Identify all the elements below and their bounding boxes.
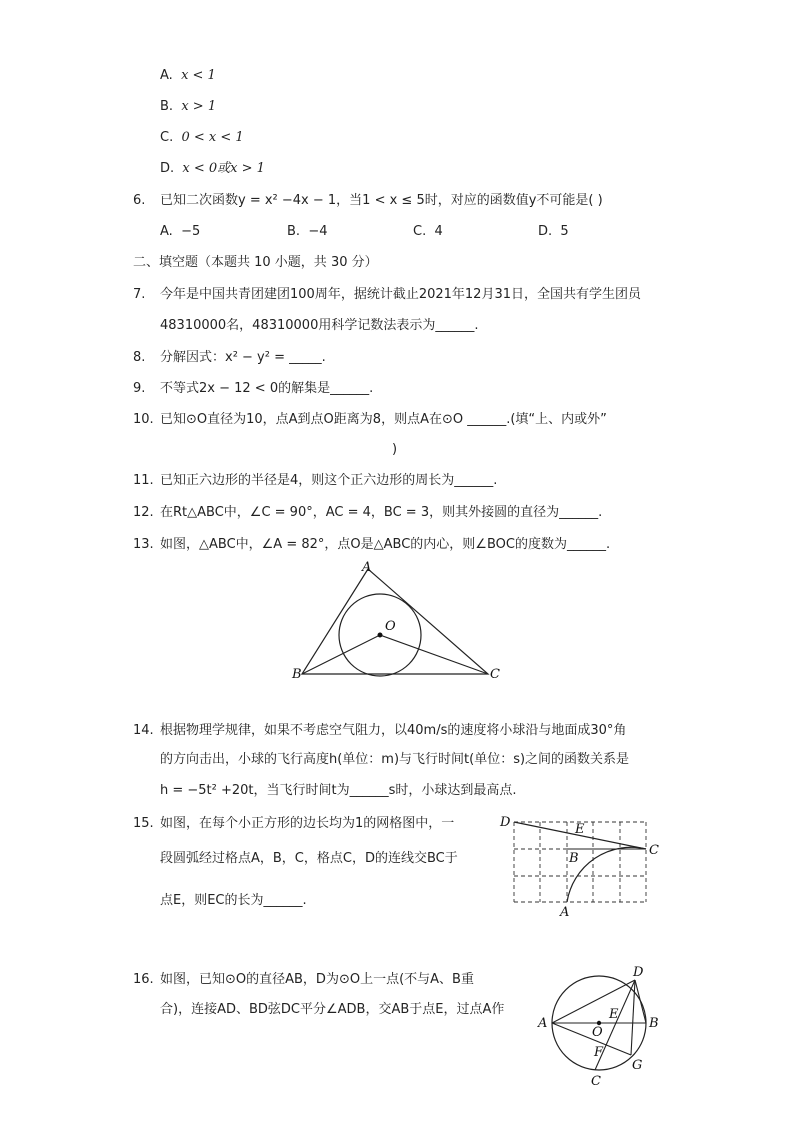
q15-number: 15.	[133, 816, 154, 831]
q6-option-c: C. 4	[413, 224, 443, 239]
q10-line2: )	[392, 442, 398, 457]
q13-number: 13.	[133, 537, 154, 552]
q8-number: 8.	[133, 350, 146, 365]
q5-option-a: A. x < 1	[160, 68, 216, 83]
label-e: E	[575, 822, 585, 837]
q14-line2: 的方向击出，小球的飞行高度h(单位：m)与飞行时间t(单位：s)之间的函数关系是	[160, 752, 630, 767]
q6-option-d: D. 5	[538, 224, 569, 239]
q6-text: 已知二次函数y = x² −4x − 1，当1 < x ≤ 5时，对应的函数值y不可能是( )	[160, 193, 603, 208]
q6-option-b: B. −4	[287, 224, 328, 239]
q10-line1: 已知⊙O直径为10，点A到点O距离为8，则点A在⊙O ______.(填“上、内或外”	[160, 412, 607, 427]
label-o: O	[592, 1025, 603, 1040]
figure-16-circle	[535, 965, 670, 1090]
q9-text: 不等式2x − 12 < 0的解集是______.	[160, 381, 374, 396]
q6-number: 6.	[133, 193, 146, 208]
label-d: D	[633, 965, 644, 980]
q5-option-b: B. x > 1	[160, 99, 217, 114]
label-a: A	[538, 1016, 548, 1031]
q9-number: 9.	[133, 381, 146, 396]
q5-option-d: D. x < 0或x > 1	[160, 161, 265, 176]
q11-number: 11.	[133, 473, 154, 488]
label-b: B	[649, 1016, 659, 1031]
q10-number: 10.	[133, 412, 154, 427]
section-title: 二、填空题（本题共 10 小题，共 30 分）	[133, 255, 378, 270]
label-c: C	[591, 1074, 601, 1089]
q16-line2: 合)，连接AD、BD弦DC平分∠ADB，交AB于点E，过点A作	[160, 1002, 505, 1017]
label-c: C	[490, 667, 500, 682]
figure-15-grid	[498, 812, 658, 922]
figure-13-incircle	[290, 560, 510, 685]
label-b: B	[569, 851, 579, 866]
q7-line2: 48310000名，48310000用科学记数法表示为______.	[160, 318, 479, 333]
segment-co	[380, 635, 488, 674]
segment-ad	[552, 980, 635, 1023]
q15-line3: 点E，则EC的长为______.	[160, 893, 307, 908]
q14-line1: 根据物理学规律，如果不考虑空气阻力，以40m/s的速度将小球沿与地面成30°角	[160, 723, 627, 738]
q13-text: 如图，△ABC中，∠A = 82°，点O是△ABC的内心，则∠BOC的度数为______.	[160, 537, 611, 552]
label-d: D	[500, 815, 511, 830]
label-a: A	[560, 905, 570, 920]
q14-line3: h = −5t² +20t，当飞行时间t为______s时，小球达到最高点.	[160, 783, 517, 798]
label-c: C	[649, 843, 659, 858]
q16-number: 16.	[133, 972, 154, 987]
label-o: O	[385, 619, 396, 634]
q7-number: 7.	[133, 287, 146, 302]
segment-bd	[635, 980, 646, 1023]
label-a: A	[362, 560, 372, 575]
q7-line1: 今年是中国共青团建团100周年，据统计截止2021年12月31日，全国共有学生团员	[160, 287, 641, 302]
label-e: E	[609, 1007, 619, 1022]
q11-text: 已知正六边形的半径是4，则这个正六边形的周长为______.	[160, 473, 498, 488]
label-g: G	[632, 1058, 643, 1073]
q5-option-c: C. 0 < x < 1	[160, 130, 244, 145]
q15-line2: 段圆弧经过格点A，B，C，格点C，D的连线交BC于	[160, 851, 458, 866]
q8-text: 分解因式：x² − y² = _____.	[160, 350, 326, 365]
arc-abc	[567, 847, 646, 902]
q14-number: 14.	[133, 723, 154, 738]
q16-line1: 如图，已知⊙O的直径AB，D为⊙O上一点(不与A、B重	[160, 972, 474, 987]
center-point-o	[378, 633, 383, 638]
label-f: F	[594, 1045, 604, 1060]
q6-option-a: A. −5	[160, 224, 201, 239]
q15-line1: 如图，在每个小正方形的边长均为1的网格图中，一	[160, 816, 455, 831]
q12-number: 12.	[133, 505, 154, 520]
q12-text: 在Rt△ABC中，∠C = 90°，AC = 4，BC = 3，则其外接圆的直径为______.	[160, 505, 603, 520]
label-b: B	[292, 667, 302, 682]
